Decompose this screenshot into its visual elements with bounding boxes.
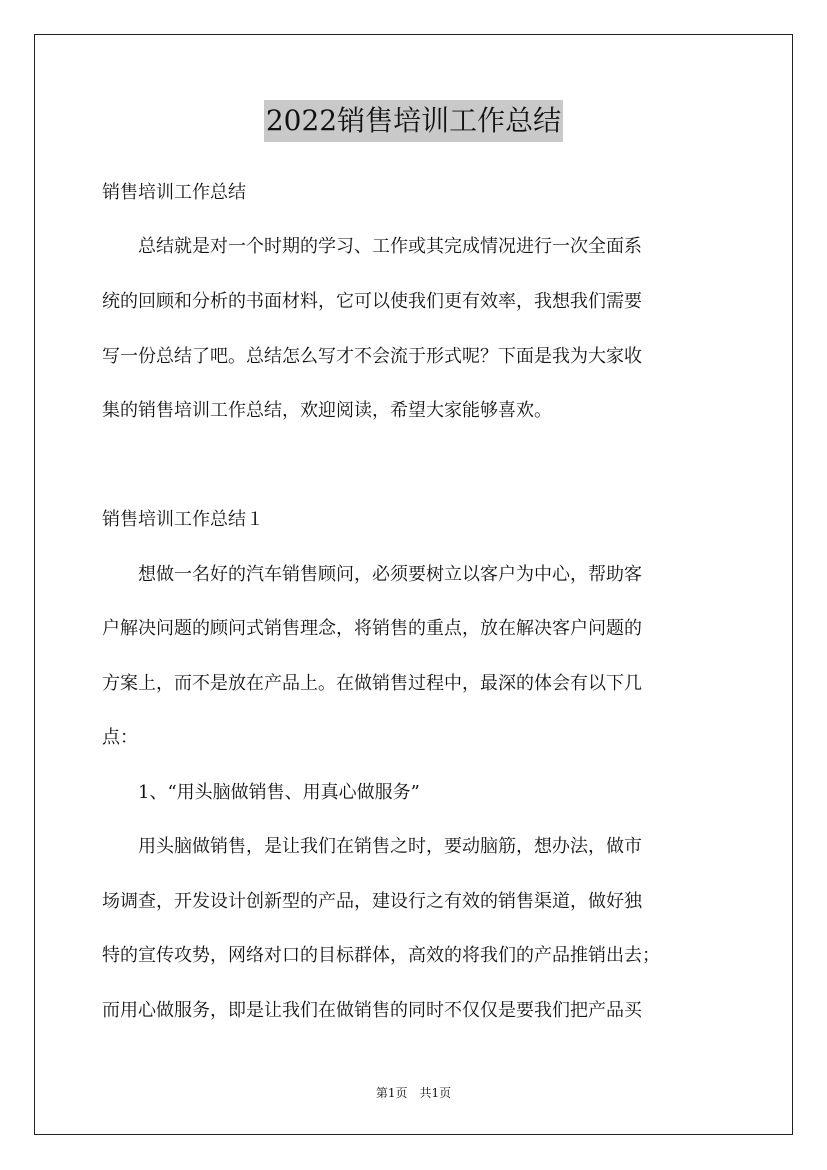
section-heading: 销售培训工作总结１	[102, 509, 264, 530]
section-heading: 销售培训工作总结	[102, 182, 246, 203]
paragraph-line: 户解决问题的顾问式销售理念，将销售的重点，放在解决客户问题的	[102, 618, 642, 639]
paragraph-line: 写一份总结了吧。总结怎么写才不会流于形式呢？下面是我为大家收	[102, 346, 642, 367]
paragraph-line: 场调查，开发设计创新型的产品，建设行之有效的销售渠道，做好独	[102, 891, 642, 912]
paragraph-line: 点：	[102, 727, 138, 748]
paragraph-line: 统的回顾和分析的书面材料，它可以使我们更有效率，我想我们需要	[102, 291, 642, 312]
paragraph-line: 特的宣传攻势，网络对口的目标群体，高效的将我们的产品推销出去；	[102, 945, 660, 966]
document-title: 2022销售培训工作总结	[264, 100, 563, 142]
list-item-heading: 1、“用头脑做销售、用真心做服务”	[102, 782, 420, 803]
paragraph-line: 而用心做服务，即是让我们在做销售的同时不仅仅是要我们把产品买	[102, 1000, 642, 1021]
paragraph-line: 用头脑做销售，是让我们在销售之时，要动脑筋，想办法，做市	[102, 836, 642, 857]
title-container	[0, 100, 827, 142]
paragraph-line: 方案上，而不是放在产品上。在做销售过程中，最深的体会有以下几	[102, 673, 642, 694]
paragraph-line: 想做一名好的汽车销售顾问，必须要树立以客户为中心，帮助客	[102, 564, 642, 585]
page-footer: 第1页 共1页	[375, 1086, 452, 1100]
paragraph-line: 集的销售培训工作总结，欢迎阅读，希望大家能够喜欢。	[102, 400, 552, 421]
paragraph-line: 总结就是对一个时期的学习、工作或其完成情况进行一次全面系	[102, 236, 642, 257]
